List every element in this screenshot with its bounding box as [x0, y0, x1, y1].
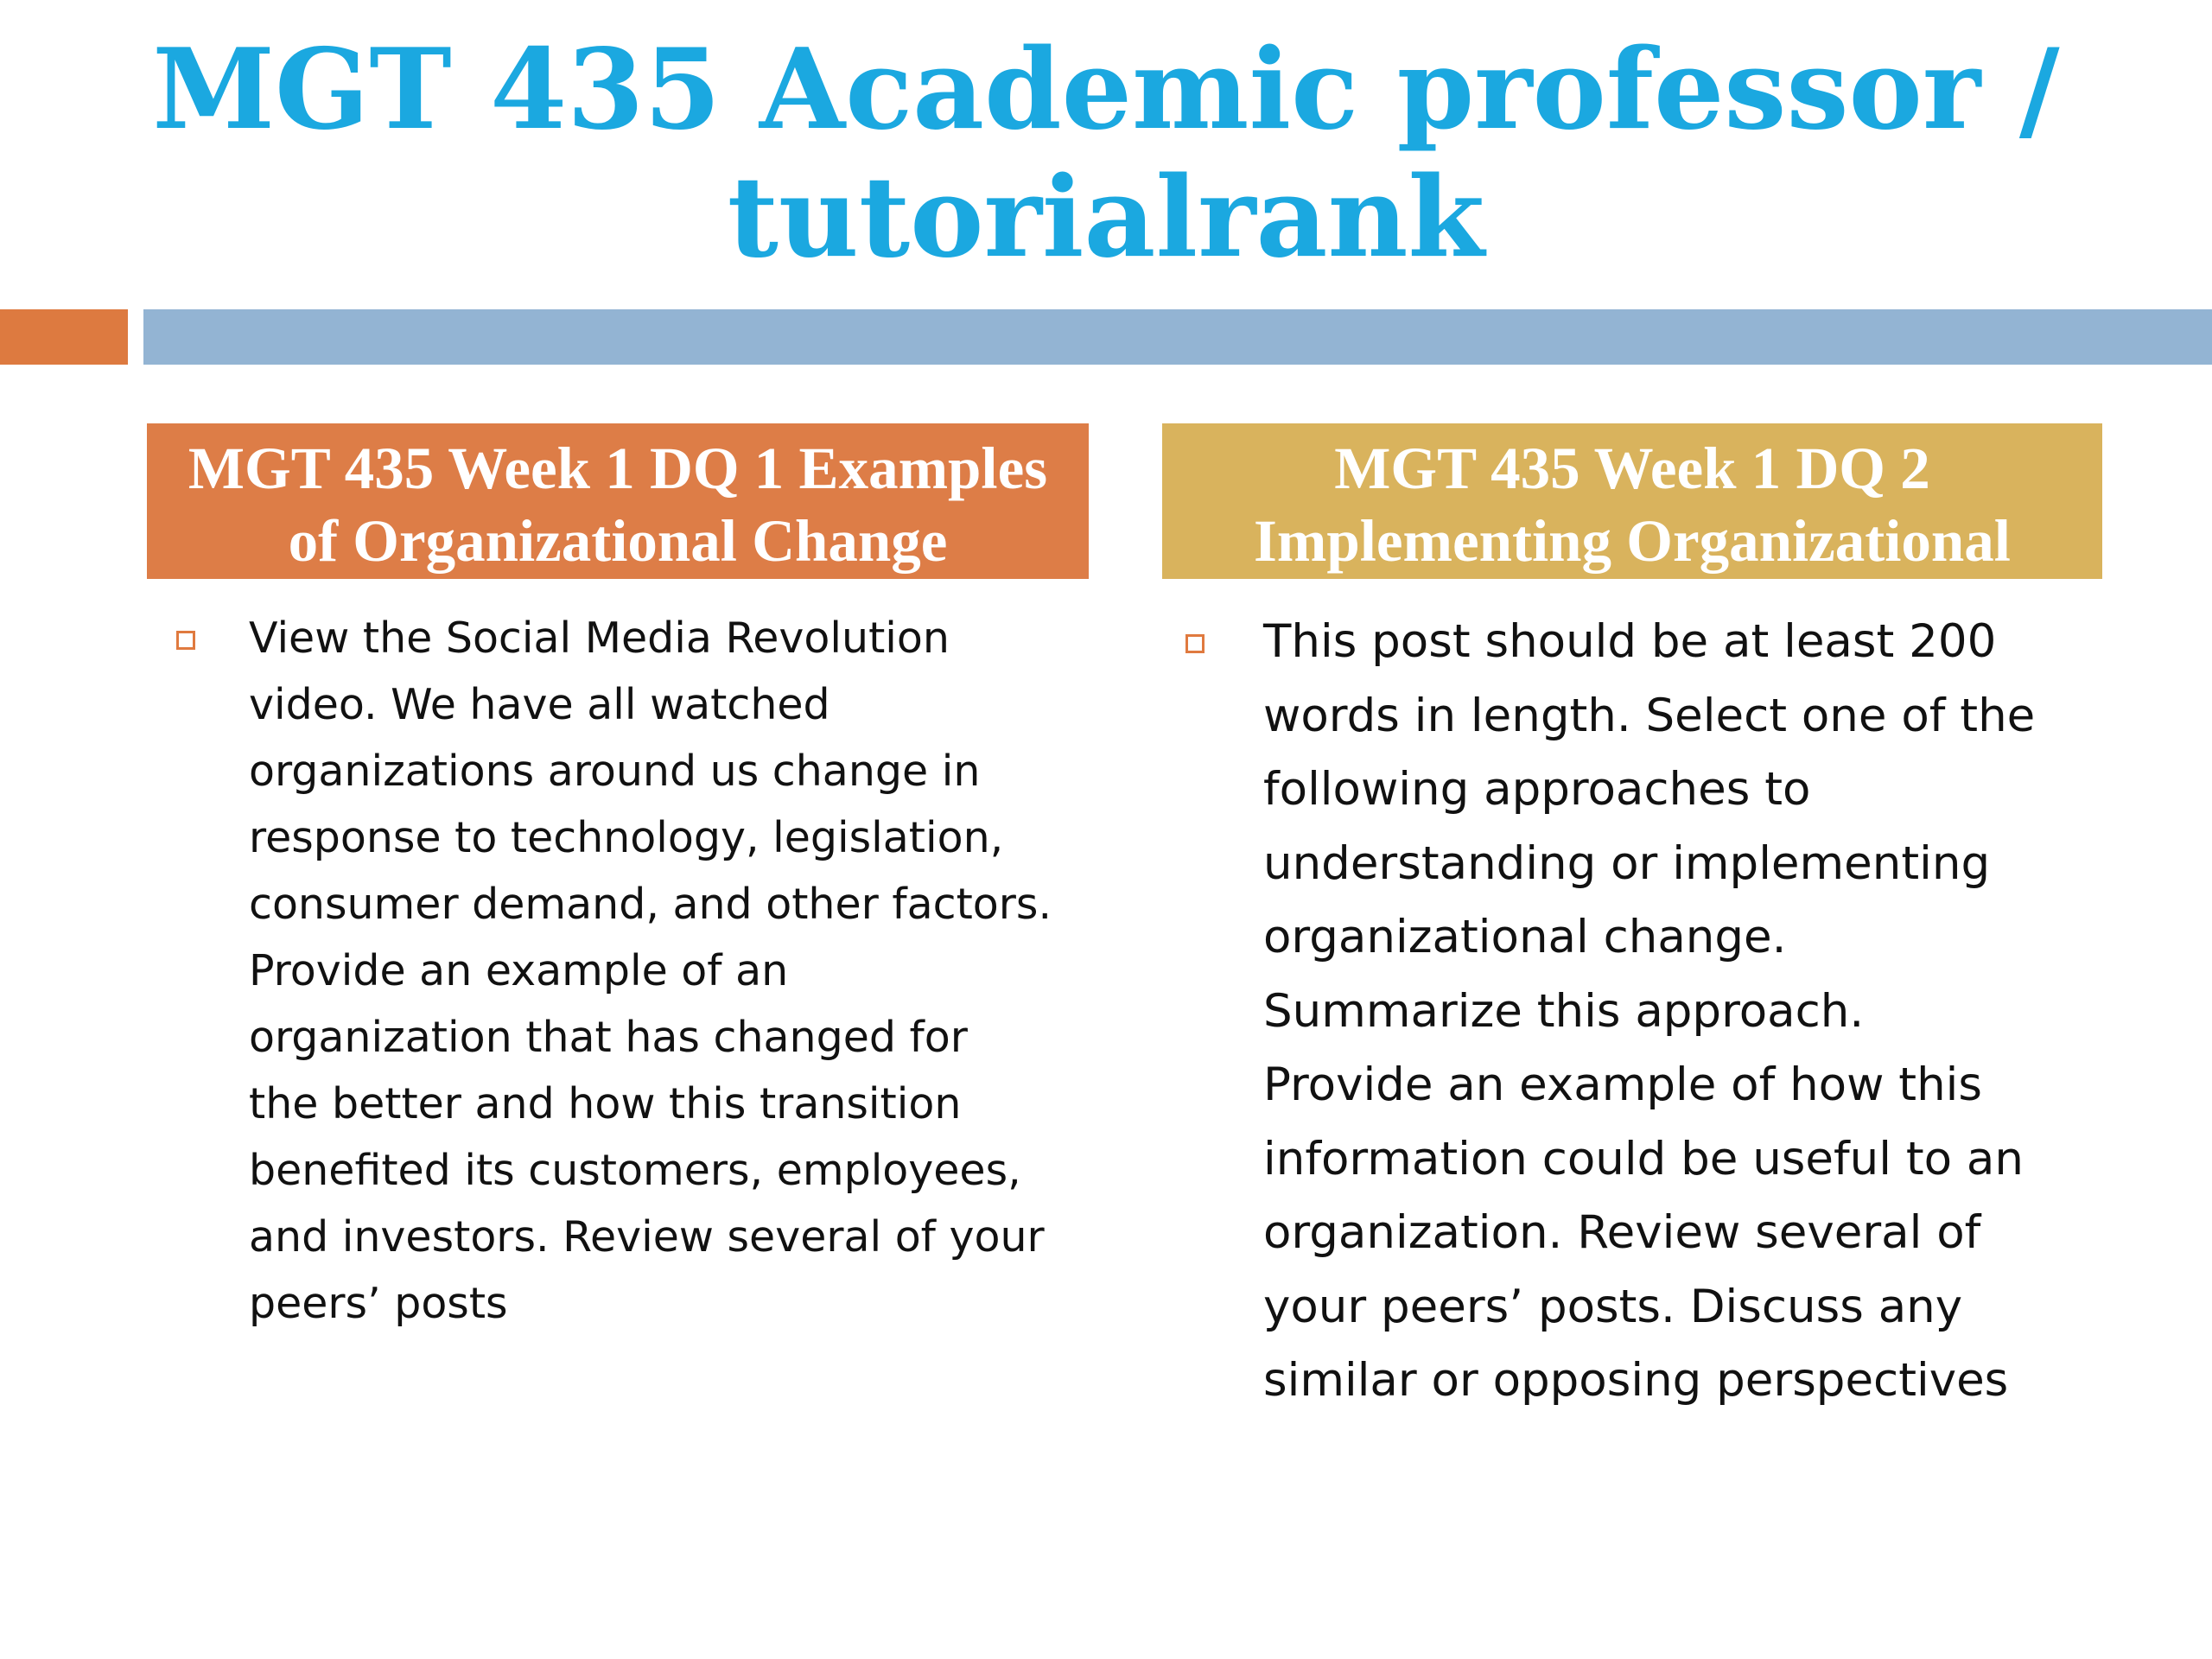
- right-column: [1162, 423, 2102, 1418]
- left-bullet-line: consumer demand, and other factors.: [249, 880, 1052, 929]
- left-bullet-line: benefited its customers, employees,: [249, 1146, 1021, 1195]
- left-bullet-line: peers’ posts: [249, 1279, 508, 1328]
- right-bullet-line: Summarize this approach.: [1263, 984, 1865, 1038]
- left-bullet: [147, 605, 1089, 1337]
- right-header-line-2: Implementing Organizational: [1254, 508, 2011, 574]
- right-bullet-line: information could be useful to an: [1263, 1132, 2024, 1185]
- right-bullet-line: words in length. Select one of the: [1263, 689, 2036, 742]
- hollow-square-bullet-icon: [1185, 634, 1205, 653]
- title-line-1: MGT 435 Academic professor /: [152, 25, 2060, 155]
- left-column-header: [147, 423, 1089, 579]
- left-bullet-line: Provide an example of an: [249, 946, 789, 995]
- left-bullet-line: the better and how this transition: [249, 1079, 962, 1128]
- left-bullet-line: and investors. Review several of your: [249, 1212, 1045, 1262]
- right-column-header: [1162, 423, 2102, 579]
- right-bullet: [1162, 605, 2102, 1418]
- left-bullet-line: video. We have all watched: [249, 680, 830, 729]
- hollow-square-bullet-icon: [176, 631, 195, 650]
- left-header-line-2: of Organizational Change: [288, 508, 948, 574]
- right-bullet-line: organization. Review several of: [1263, 1206, 1981, 1259]
- left-bullet-line: organization that has changed for: [249, 1013, 968, 1062]
- left-bullet-line: response to technology, legislation,: [249, 813, 1004, 862]
- right-bullet-line: similar or opposing perspectives: [1263, 1354, 2009, 1407]
- right-header-line-1: MGT 435 Week 1 DQ 2: [1334, 435, 1930, 501]
- right-bullet-line: This post should be at least 200: [1263, 615, 1997, 668]
- right-bullet-line: understanding or implementing: [1263, 836, 1991, 890]
- right-bullet-line: your peers’ posts. Discuss any: [1263, 1280, 1963, 1333]
- accent-band-orange: [0, 309, 128, 365]
- slide-title: [0, 26, 2212, 282]
- right-bullet-line: organizational change.: [1263, 911, 1787, 963]
- left-header-line-1: MGT 435 Week 1 DQ 1 Examples: [188, 435, 1048, 501]
- left-column: [147, 423, 1089, 1337]
- right-bullet-line: Provide an example of how this: [1263, 1058, 1983, 1111]
- left-bullet-line: View the Social Media Revolution: [249, 613, 950, 663]
- right-bullet-line: following approaches to: [1263, 763, 1811, 816]
- accent-band-blue: [143, 309, 2212, 365]
- left-bullet-line: organizations around us change in: [249, 747, 981, 796]
- title-line-2: tutorialrank: [727, 153, 1485, 283]
